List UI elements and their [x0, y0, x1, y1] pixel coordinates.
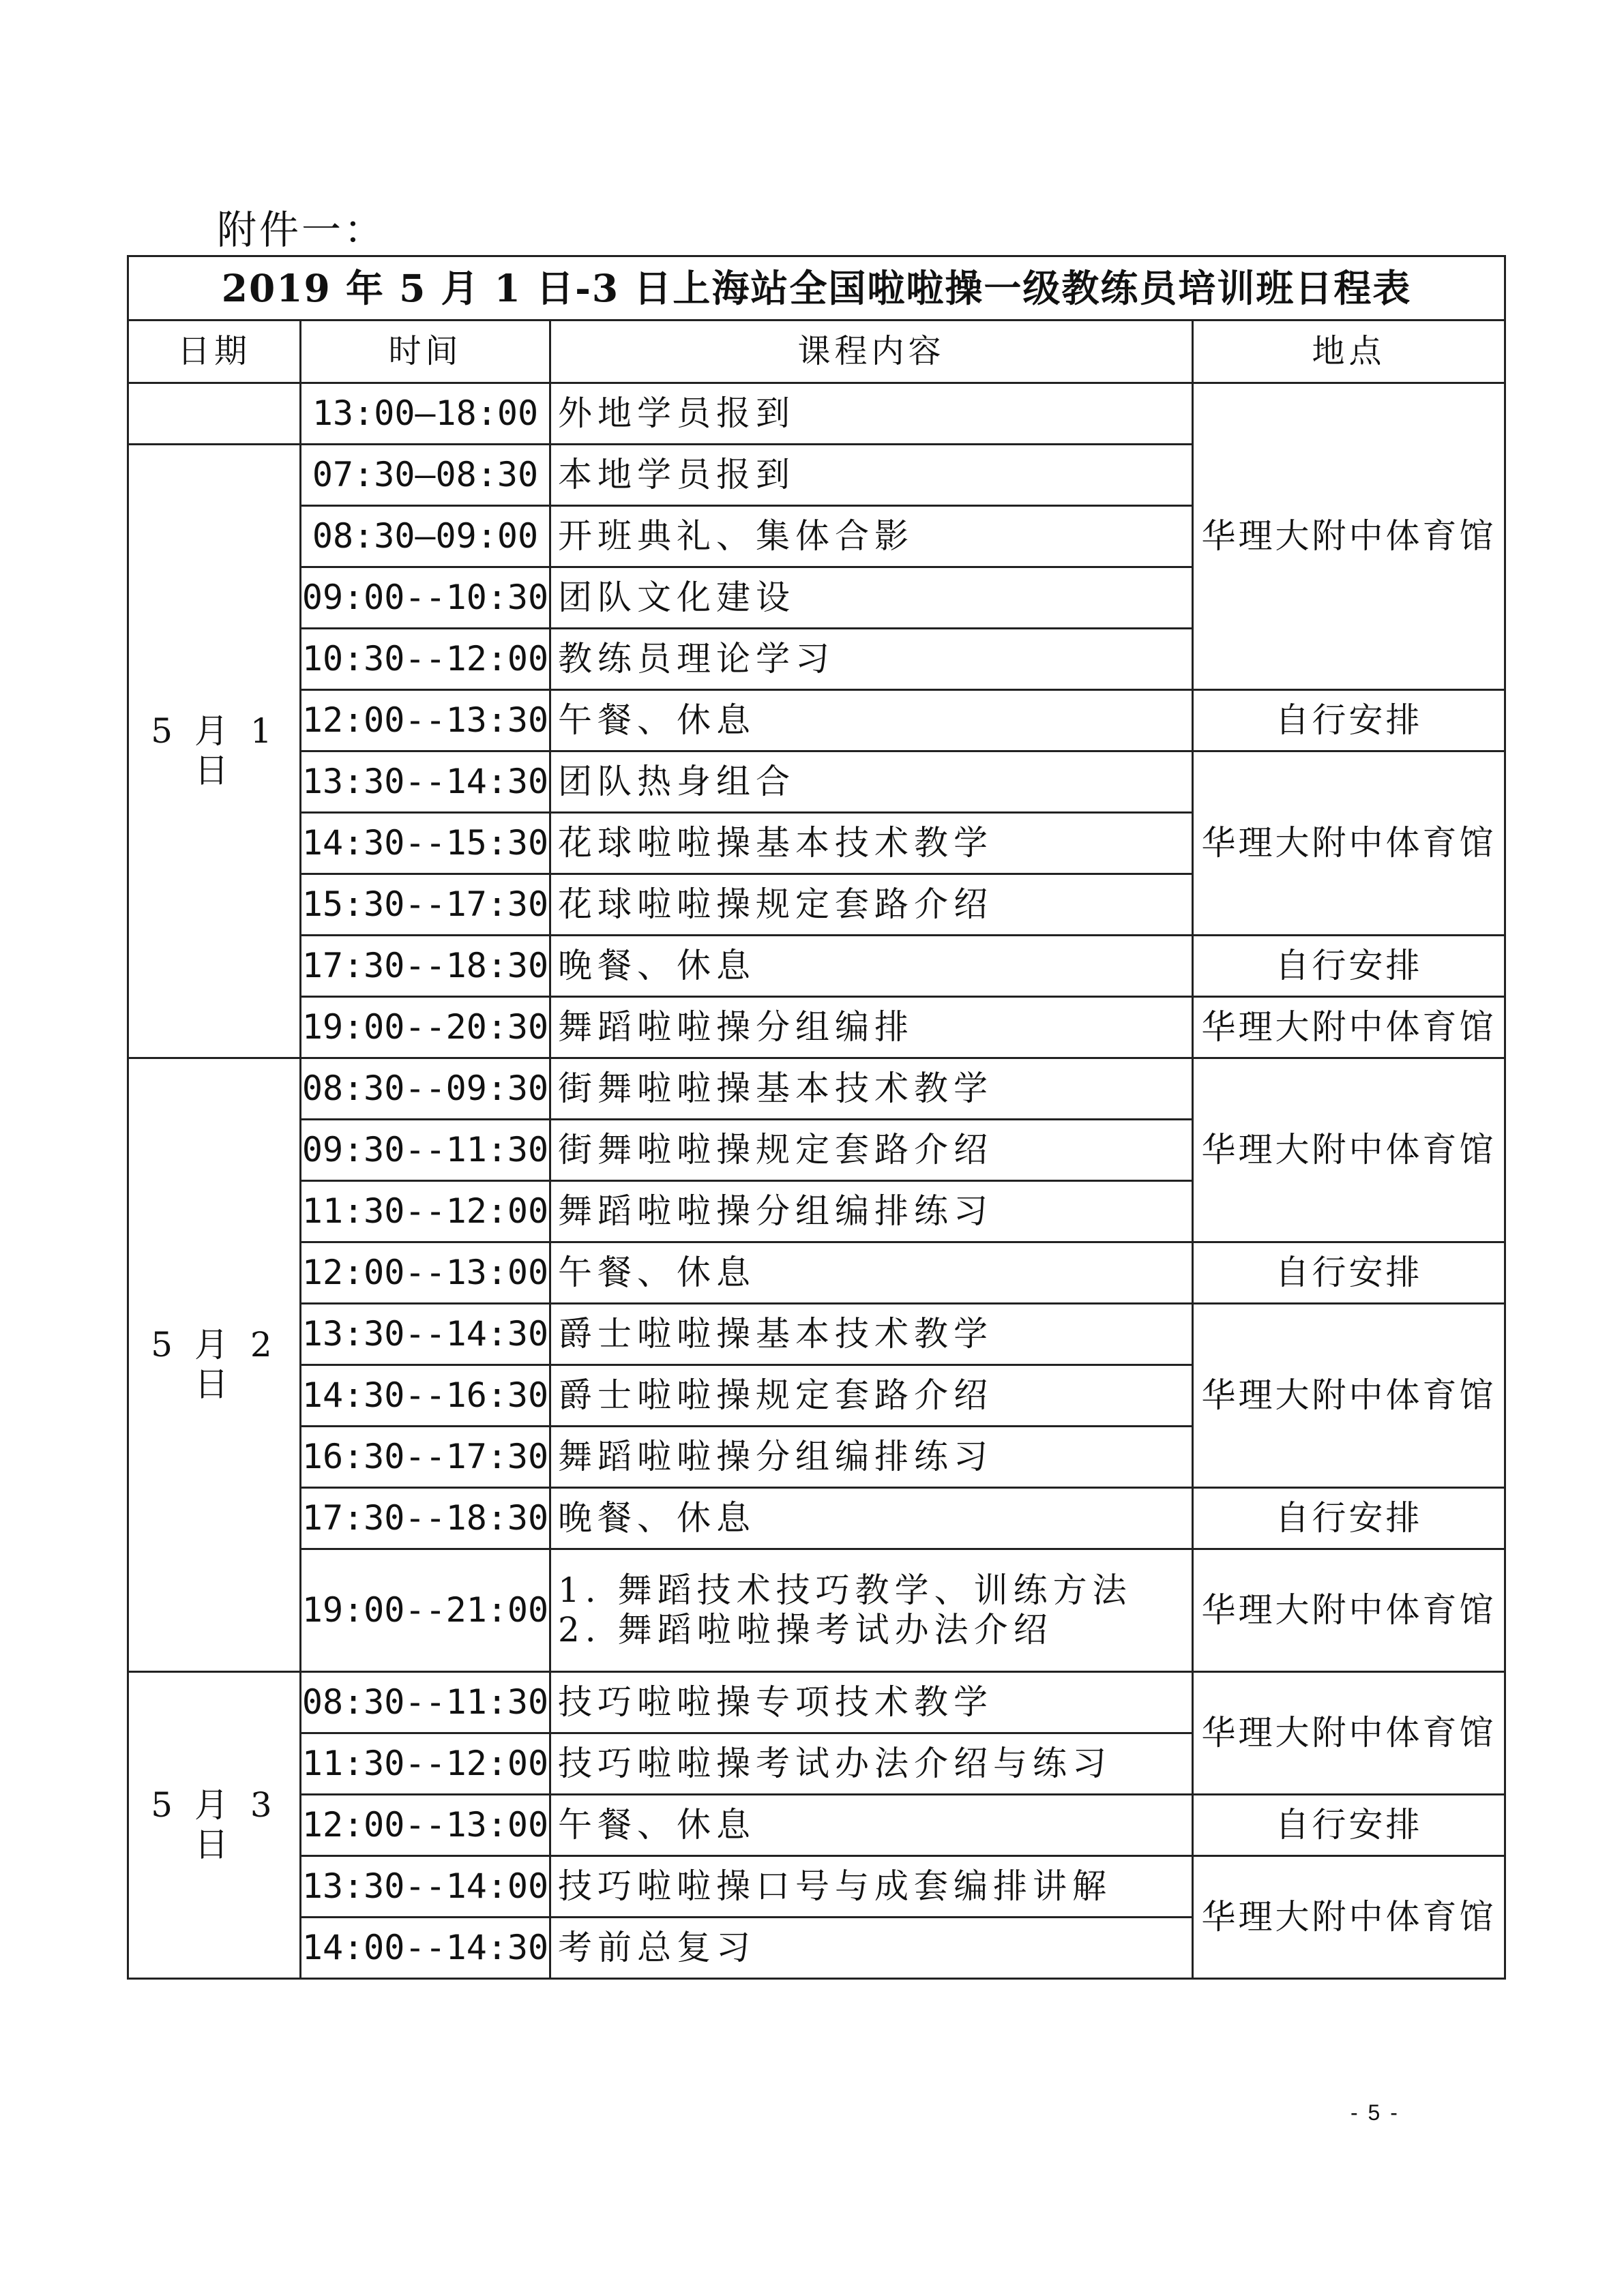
course-cell: 舞蹈啦啦操分组编排练习: [550, 1427, 1193, 1488]
table-row: [128, 1795, 1505, 1856]
course-cell: 街舞啦啦操规定套路介绍: [550, 1120, 1193, 1181]
course-cell: 本地学员报到: [550, 445, 1193, 506]
time-cell: 19:00--21:00: [301, 1549, 550, 1672]
time-cell: 13:30--14:00: [301, 1856, 550, 1918]
course-cell: 教练员理论学习: [550, 629, 1193, 690]
time-cell: 12:00--13:00: [301, 1242, 550, 1304]
location-cell: 自行安排: [1193, 1795, 1505, 1856]
time-cell: 11:30--12:00: [301, 1181, 550, 1242]
course-line-2: 2. 舞蹈啦啦操考试办法介绍: [558, 1609, 1053, 1650]
header-date: 日期: [128, 320, 301, 383]
schedule-table: [127, 255, 1506, 1980]
table-row: [128, 690, 1505, 751]
course-cell: 外地学员报到: [550, 383, 1193, 445]
time-cell: 14:00--14:30: [301, 1918, 550, 1979]
course-cell: 舞蹈啦啦操分组编排: [550, 997, 1193, 1058]
header-time: 时间: [301, 320, 550, 383]
time-cell: 13:00—18:00: [301, 383, 550, 445]
location-cell: 自行安排: [1193, 1488, 1505, 1549]
time-cell: 14:30--15:30: [301, 813, 550, 874]
time-cell: 09:30--11:30: [301, 1120, 550, 1181]
location-cell: 华理大附中体育馆: [1193, 751, 1505, 936]
course-cell: 午餐、休息: [550, 1242, 1193, 1304]
time-cell: 07:30—08:30: [301, 445, 550, 506]
table-row: [128, 1672, 1505, 1733]
table-row: [128, 1488, 1505, 1549]
course-cell: 花球啦啦操规定套路介绍: [550, 874, 1193, 936]
time-cell: 09:00--10:30: [301, 567, 550, 629]
location-cell: 自行安排: [1193, 690, 1505, 751]
course-cell: 开班典礼、集体合影: [550, 506, 1193, 567]
table-title: 2019 年 5 月 1 日-3 日上海站全国啦啦操一级教练员培训班日程表: [128, 256, 1505, 320]
course-cell: 晚餐、休息: [550, 936, 1193, 997]
date-cell-arrival: [128, 383, 301, 445]
course-cell: 午餐、休息: [550, 1795, 1193, 1856]
table-row: [128, 751, 1505, 813]
location-cell: 华理大附中体育馆: [1193, 1672, 1505, 1795]
time-cell: 08:30--11:30: [301, 1672, 550, 1733]
course-cell: 考前总复习: [550, 1918, 1193, 1979]
location-cell: 华理大附中体育馆: [1193, 997, 1505, 1058]
date-cell-may-2: 5 月 2 日: [128, 1058, 301, 1672]
table-row: [128, 936, 1505, 997]
table-row: [128, 1242, 1505, 1304]
header-location: 地点: [1193, 320, 1505, 383]
table-row: [128, 383, 1505, 445]
location-cell: 华理大附中体育馆: [1193, 1856, 1505, 1979]
table-row: [128, 1549, 1505, 1672]
time-cell: 08:30--09:30: [301, 1058, 550, 1120]
time-cell: 13:30--14:30: [301, 751, 550, 813]
course-cell: 街舞啦啦操基本技术教学: [550, 1058, 1193, 1120]
attachment-label: 附件一：: [217, 207, 387, 253]
location-cell: 华理大附中体育馆: [1193, 1058, 1505, 1242]
location-cell: 华理大附中体育馆: [1193, 383, 1505, 690]
table-row: [128, 1304, 1505, 1365]
location-cell: 华理大附中体育馆: [1193, 1549, 1505, 1672]
table-row: [128, 997, 1505, 1058]
time-cell: 10:30--12:00: [301, 629, 550, 690]
time-cell: 14:30--16:30: [301, 1365, 550, 1427]
table-title-row: [128, 256, 1505, 320]
course-cell: 花球啦啦操基本技术教学: [550, 813, 1193, 874]
time-cell: 15:30--17:30: [301, 874, 550, 936]
course-cell: 技巧啦啦操专项技术教学: [550, 1672, 1193, 1733]
course-cell: 团队文化建设: [550, 567, 1193, 629]
table-row: [128, 1856, 1505, 1918]
time-cell: 12:00--13:00: [301, 1795, 550, 1856]
location-cell: 自行安排: [1193, 936, 1505, 997]
header-course: 课程内容: [550, 320, 1193, 383]
course-cell: 技巧啦啦操口号与成套编排讲解: [550, 1856, 1193, 1918]
time-cell: 16:30--17:30: [301, 1427, 550, 1488]
location-cell: 自行安排: [1193, 1242, 1505, 1304]
table-row: [128, 1058, 1505, 1120]
course-cell: 爵士啦啦操基本技术教学: [550, 1304, 1193, 1365]
table-header-row: [128, 320, 1505, 383]
time-cell: 12:00--13:30: [301, 690, 550, 751]
location-cell: 华理大附中体育馆: [1193, 1304, 1505, 1488]
course-cell: 团队热身组合: [550, 751, 1193, 813]
time-cell: 08:30—09:00: [301, 506, 550, 567]
time-cell: 13:30--14:30: [301, 1304, 550, 1365]
course-cell: 午餐、休息: [550, 690, 1193, 751]
course-cell: 技巧啦啦操考试办法介绍与练习: [550, 1733, 1193, 1795]
course-cell: 爵士啦啦操规定套路介绍: [550, 1365, 1193, 1427]
time-cell: 11:30--12:00: [301, 1733, 550, 1795]
page-number: - 5 -: [1350, 2100, 1400, 2125]
time-cell: 19:00--20:30: [301, 997, 550, 1058]
date-cell-may-3: 5 月 3 日: [128, 1672, 301, 1979]
date-cell-may-1: 5 月 1 日: [128, 445, 301, 1058]
course-cell: 舞蹈啦啦操分组编排练习: [550, 1181, 1193, 1242]
time-cell: 17:30--18:30: [301, 936, 550, 997]
course-cell: [550, 1549, 1193, 1672]
course-line-1: 1. 舞蹈技术技巧教学、训练方法: [558, 1570, 1132, 1610]
time-cell: 17:30--18:30: [301, 1488, 550, 1549]
course-cell: 晚餐、休息: [550, 1488, 1193, 1549]
